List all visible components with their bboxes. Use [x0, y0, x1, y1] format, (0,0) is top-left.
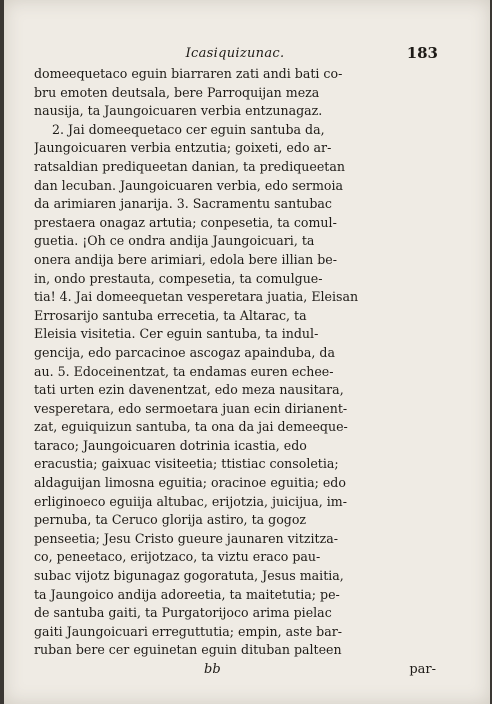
text-line: Eleisia visitetia. Cer eguin santuba, ta indul- [34, 326, 319, 342]
text-line: pernuba, ta Ceruco glorija astiro, ta gogoz [34, 512, 307, 528]
text-line: subac vijotz bigunagaz gogoratuta, Jesus maitia, [34, 568, 344, 584]
text-line: guetia. ¡Oh ce ondra andija Jaungoicuari, ta [34, 233, 315, 249]
text-line: nausija, ta Jaungoicuaren verbia entzunagaz. [34, 103, 323, 119]
text-line: au. 5. Edoceinentzat, ta endamas euren echee- [34, 363, 334, 379]
page-footer [34, 660, 436, 680]
page-number: 183 [406, 44, 438, 62]
text-line: tia! 4. Jai domeequetan vesperetara juatia, Eleisan [34, 289, 359, 305]
text-line: erliginoeco eguiija altubac, erijotzia, juicijua, im- [34, 493, 347, 509]
text-line: prestaera onagaz artutia; conpesetia, ta comul- [34, 214, 337, 230]
text-line: gaiti Jaungoicuari erreguttutia; empin, aste bar- [34, 623, 342, 639]
text-line: Jaungoicuaren verbia entzutia; goixeti, edo ar- [34, 140, 332, 156]
text-line: 2. Jai domeequetaco cer eguin santuba da, [52, 121, 325, 137]
text-line: de santuba gaiti, ta Purgatorijoco arima pielac [34, 605, 332, 621]
book-page [4, 0, 490, 704]
text-line: in, ondo prestauta, compesetia, ta comulgue- [34, 270, 323, 286]
text-line: eracustia; gaixuac visiteetia; ttistiac consoletia; [34, 456, 339, 472]
text-line: vesperetara, edo sermoetara juan ecin dirianent- [34, 400, 348, 416]
signature-mark: bb [204, 662, 221, 677]
text-line: bru emoten deutsala, bere Parroquijan meza [34, 84, 320, 100]
text-line: co, peneetaco, erijotzaco, ta viztu eraco pau- [34, 549, 321, 565]
text-line: gencija, edo parcacinoe ascogaz apainduba, da [34, 344, 335, 360]
text-line: zat, eguiquizun santuba, ta ona da jai demeeque- [34, 419, 348, 435]
text-line: Errosarijo santuba errecetia, ta Altarac, ta [34, 307, 307, 323]
text-line: tati urten ezin davenentzat, edo meza nausitara, [34, 382, 344, 398]
text-line: taraco; Jaungoicuaren dotrinia icastia, edo [34, 437, 307, 453]
page-text-block [34, 44, 436, 680]
body-text [34, 65, 436, 660]
text-line: penseetia; Jesu Cristo gueure jaunaren vitzitza- [34, 530, 338, 546]
text-line: dan lecuban. Jaungoicuaren verbia, edo sermoia [34, 177, 344, 193]
text-line: aldaguijan limosna eguitia; oracinoe eguitia; edo [34, 475, 346, 491]
text-line: ruban bere cer eguinetan eguin dituban palteen [34, 642, 342, 658]
page-header [34, 44, 436, 64]
running-title: Icasiquizunac. [185, 46, 285, 61]
catchword: par- [409, 662, 436, 677]
text-line: onera andija bere arimiari, edola bere illian be- [34, 251, 338, 267]
text-line: da arimiaren janarija. 3. Sacramentu santubac [34, 196, 332, 212]
text-line: ta Jaungoico andija adoreetia, ta maitetutia; pe- [34, 586, 340, 602]
text-line: ratsaldian prediqueetan danian, ta prediqueetan [34, 158, 345, 174]
text-line: domeequetaco eguin biarraren zati andi bati co- [34, 66, 343, 81]
